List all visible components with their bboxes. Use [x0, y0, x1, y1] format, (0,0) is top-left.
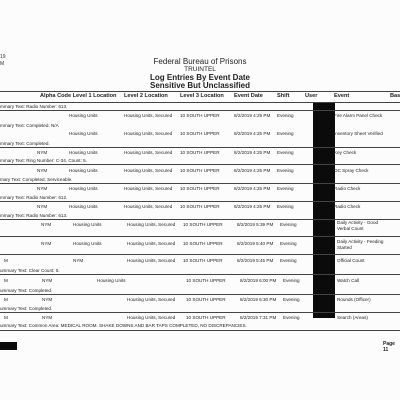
- cell-event-date: 8/2/2019 4:25 PM: [234, 186, 271, 191]
- cell-level3: 10 SOUTH UPPER: [180, 113, 220, 118]
- summary-text-9: ummary Text: Completed.: [0, 288, 53, 293]
- redaction-bar-footer: [0, 342, 17, 350]
- cell-level2: Housing Units, Secured: [127, 241, 176, 246]
- header-rule-top: [0, 91, 400, 92]
- cell-shift: Evening: [277, 113, 294, 118]
- cell-level2: Housing Units, Secured: [127, 315, 176, 320]
- cell-shift: Evening: [283, 297, 300, 302]
- cell-event-date: 8/2/2019 4:25 PM: [234, 131, 271, 136]
- corner-fragment-2: M: [0, 61, 5, 67]
- cell-alpha-code: NYM: [41, 222, 52, 227]
- cell-level1: Housing Units: [69, 131, 98, 136]
- header-rule-bottom: [0, 102, 400, 103]
- cell-level2: Housing Units, Secured: [124, 150, 173, 155]
- cell-event-date: 8/2/2019 5:45 PM: [237, 258, 274, 263]
- cell-alpha-code: NYM: [37, 168, 48, 173]
- cell-event-date: 8/2/2019 5:40 PM: [237, 241, 274, 246]
- cell-alpha-code: M: [4, 315, 8, 320]
- cell-level2: Housing Units, Secured: [124, 204, 173, 209]
- col-header-level2: Level 2 Location: [124, 93, 168, 99]
- cell-alpha-code: M: [4, 258, 8, 263]
- cell-event-date: 8/2/2019 5:39 PM: [237, 222, 274, 227]
- cell-level3: 10 SOUTH UPPER: [180, 168, 220, 173]
- row-rule: [0, 164, 400, 165]
- cell-shift: Evening: [283, 315, 300, 320]
- cell-level3: 10 SOUTH UPPER: [180, 186, 220, 191]
- cell-level2: Housing Units, Secured: [124, 113, 173, 118]
- cell-event: Key Check: [334, 150, 357, 155]
- cell-alpha-code: NYM: [41, 241, 52, 246]
- cell-event: Search (Areas): [337, 315, 368, 320]
- cell-level2: Housing Units, Secured: [124, 131, 173, 136]
- cell-level3: 10 SOUTH UPPER: [180, 204, 220, 209]
- cell-shift: Evening: [277, 204, 294, 209]
- col-header-event: Event: [334, 93, 350, 99]
- row-rule: [0, 274, 400, 275]
- cell-level3: 10 SOUTH UPPER: [180, 150, 220, 155]
- cell-event: Radio Check: [334, 204, 361, 209]
- cell-alpha-code: NYM: [37, 186, 48, 191]
- cell-event: Official Count: [337, 258, 365, 263]
- cell-shift: Evening: [280, 222, 297, 227]
- cell-level1: NYM: [42, 297, 53, 302]
- col-header-alpha-code: Alpha Code Level 1 Location: [40, 93, 117, 99]
- cell-level2: Housing Units, Secured: [124, 168, 173, 173]
- cell-event-date: 8/2/2019 4:25 PM: [234, 113, 271, 118]
- cell-level1: Housing Units: [69, 168, 98, 173]
- cell-level1: Housing Units: [73, 222, 102, 227]
- facility-name: TRUINTEL: [184, 66, 216, 73]
- summary-text-6: mmary Text: Radio Number: 612.: [0, 195, 68, 200]
- summary-text-3: mmary Text: Completed.: [0, 141, 50, 146]
- cell-shift: Evening: [277, 168, 294, 173]
- cell-shift: Evening: [277, 186, 294, 191]
- cell-event: Inventory Sheet Verified: [334, 131, 383, 136]
- col-header-bas: Bas: [390, 93, 400, 99]
- agency-title: Federal Bureau of Prisons: [153, 57, 247, 66]
- col-header-event-date: Event Date: [234, 93, 263, 99]
- summary-text-7: mmary Text: Radio Number: 613.: [0, 213, 68, 218]
- summary-text-1: mmary Text: Radio Number: 613.: [0, 104, 68, 109]
- cell-event: OC Spray Check: [334, 168, 369, 173]
- cell-alpha-code: NYM: [37, 150, 48, 155]
- cell-event: Rounds (Officer): [337, 297, 371, 302]
- cell-event: Watch Call: [337, 278, 360, 283]
- corner-fragment-1: 19: [0, 54, 6, 60]
- cell-shift: Evening: [277, 150, 294, 155]
- summary-text-10: ummary Text: Completed.: [0, 306, 53, 311]
- cell-level2: Housing Units, Secured: [127, 297, 176, 302]
- row-rule: [0, 254, 400, 255]
- cell-level2: Housing Units, Secured: [124, 186, 173, 191]
- cell-alpha-code: M: [4, 297, 8, 302]
- cell-event: Radio Check: [334, 186, 361, 191]
- cell-event-date: 8/2/2019 4:25 PM: [234, 204, 271, 209]
- cell-level1: Housing Units: [69, 204, 98, 209]
- row-rule: [0, 147, 400, 148]
- cell-shift: Evening: [280, 241, 297, 246]
- row-rule: [0, 183, 400, 184]
- cell-level1: Housing Units: [69, 150, 98, 155]
- cell-alpha-code: NYM: [37, 204, 48, 209]
- summary-text-4: mmary Text: Ring Number: C-34, Count: 5.: [0, 158, 87, 163]
- cell-level1: Housing Units: [69, 113, 98, 118]
- cell-level3: 10 SOUTH UPPER: [183, 258, 223, 263]
- cell-level1: Housing Units: [69, 186, 98, 191]
- col-header-level3: Level 3 Location: [180, 93, 224, 99]
- summary-text-8: ummary Text: Clear Count: 5.: [0, 268, 60, 273]
- summary-text-2: mmary Text: Completed. N/A: [0, 123, 59, 128]
- cell-alpha-code: M: [4, 278, 8, 283]
- cell-level2: Housing Units, Secured: [127, 258, 176, 263]
- page-number: Page 11: [383, 341, 395, 353]
- cell-level3: 10 SOUTH UPPER: [186, 297, 226, 302]
- row-rule: [0, 330, 400, 331]
- cell-level3: 10 SOUTH UPPER: [186, 278, 226, 283]
- cell-shift: Evening: [283, 278, 300, 283]
- cell-level1: NYM: [42, 315, 53, 320]
- row-rule: [0, 236, 400, 237]
- cell-level1: NYM: [73, 258, 84, 263]
- cell-level3: 10 SOUTH UPPER: [186, 315, 226, 320]
- cell-event-date: 8/2/2019 7:31 PM: [240, 315, 277, 320]
- cell-event-date: 8/2/2019 6:30 PM: [240, 297, 277, 302]
- row-rule: [0, 294, 400, 295]
- cell-level1: Housing Units: [73, 241, 102, 246]
- classification: Sensitive But Unclassified: [149, 81, 251, 90]
- cell-level1: NYM: [42, 278, 53, 283]
- report-title: Log Entries By Event Date: [149, 73, 251, 82]
- cell-event: Daily Activity - Feeding Started: [337, 239, 384, 250]
- summary-text-11: ummary Text: Common Area: MEDICAL ROOM. SHAKE DOWNS AND BAR TAPS COMPLETED, NO DISCREPANCIES.: [0, 323, 247, 328]
- cell-event: Daily Activity - Good Verbal Count: [337, 220, 379, 231]
- row-rule: [0, 312, 400, 313]
- cell-event-date: 8/2/2019 4:25 PM: [234, 168, 271, 173]
- cell-level3: 10 SOUTH UPPER: [180, 131, 220, 136]
- row-rule: [0, 110, 400, 111]
- cell-event-date: 8/2/2019 6:00 PM: [240, 278, 277, 283]
- cell-level2: Housing Units, Secured: [127, 222, 176, 227]
- cell-level3: 10 SOUTH UPPER: [183, 241, 223, 246]
- cell-level2: Housing Units: [97, 278, 126, 283]
- col-header-user: User: [305, 93, 318, 99]
- cell-level3: 10 SOUTH UPPER: [183, 222, 223, 227]
- cell-event: Fire Alarm Panel Check: [334, 113, 383, 118]
- row-rule: [0, 201, 400, 202]
- redaction-bar-user-column: [313, 103, 335, 318]
- col-header-shift: Shift: [277, 93, 290, 99]
- cell-event-date: 8/2/2019 4:25 PM: [234, 150, 271, 155]
- cell-shift: Evening: [280, 258, 297, 263]
- cell-shift: Evening: [277, 131, 294, 136]
- summary-text-5: mary Text: Completed. Serviceable.: [0, 177, 73, 182]
